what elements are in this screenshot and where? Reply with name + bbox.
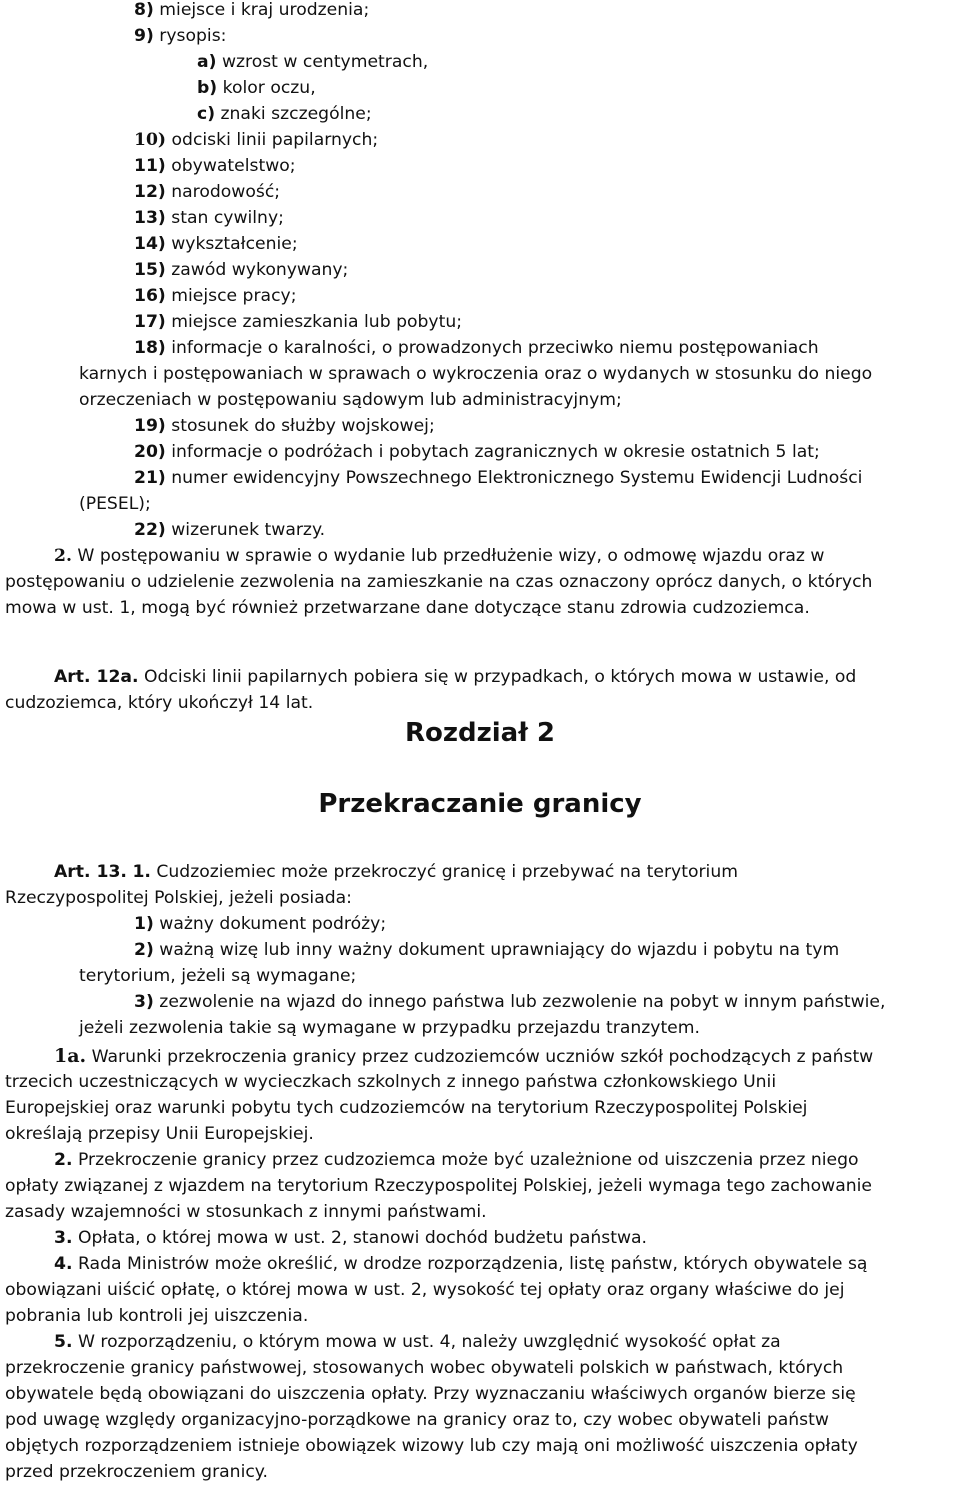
list-item-continuation: orzeczeniach w postępowaniu sądowym lub administracyjnym; xyxy=(79,390,622,410)
list-item: 22) wizerunek twarzy. xyxy=(134,520,326,540)
list-item-continuation: karnych i postępowaniach w sprawach o wykroczenia oraz o wydanych w stosunku do niego xyxy=(79,364,873,384)
list-item: 16) miejsce pracy; xyxy=(134,286,297,306)
section-line: 2. Przekroczenie granicy przez cudzoziemca może być uzależnione od uiszczenia przez niego xyxy=(54,1150,859,1170)
section-line: Europejskiej oraz warunki pobytu tych cudzoziemców na terytorium Rzeczypospolitej Polskiej xyxy=(5,1098,808,1118)
section-line: określają przepisy Unii Europejskiej. xyxy=(5,1124,314,1144)
chapter-title: Przekraczanie granicy xyxy=(318,789,642,819)
article-line: Art. 13. 1. Cudzoziemiec może przekroczyć granicę i przebywać na terytorium xyxy=(54,862,738,882)
section-line: 3. Opłata, o której mowa w ust. 2, stanowi dochód budżetu państwa. xyxy=(54,1228,647,1248)
paragraph-line: mowa w ust. 1, mogą być również przetwarzane dane dotyczące stanu zdrowia cudzoziemca. xyxy=(5,598,810,618)
list-item: 9) rysopis: xyxy=(134,26,227,46)
list-item-continuation: (PESEL); xyxy=(79,494,151,514)
list-item: 10) odciski linii papilarnych; xyxy=(134,130,379,150)
list-item-continuation: terytorium, jeżeli są wymagane; xyxy=(79,966,357,986)
section-line: przekroczenie granicy państwowej, stosowanych wobec obywateli polskich w państwach, których xyxy=(5,1358,844,1378)
list-item: 20) informacje o podróżach i pobytach zagranicznych w okresie ostatnich 5 lat; xyxy=(134,442,820,462)
list-item: a) wzrost w centymetrach, xyxy=(197,52,429,72)
section-line: objętych rozporządzeniem istnieje obowiązek wizowy lub czy mają oni możliwość uiszczenia opłaty xyxy=(5,1436,858,1456)
list-item: 12) narodowość; xyxy=(134,182,281,202)
section-line: 4. Rada Ministrów może określić, w drodze rozporządzenia, listę państw, których obywatele są xyxy=(54,1254,868,1274)
section-line: przed przekroczeniem granicy. xyxy=(5,1462,268,1482)
paragraph-line: 2. W postępowaniu w sprawie o wydanie lub przedłużenie wizy, o odmowę wjazdu oraz w xyxy=(54,546,825,566)
list-item: b) kolor oczu, xyxy=(197,78,316,98)
list-item: 2) ważną wizę lub inny ważny dokument uprawniający do wjazdu i pobytu na tym xyxy=(134,940,840,960)
section-line: trzecich uczestniczących w wycieczkach szkolnych z innego państwa członkowskiego Unii xyxy=(5,1072,777,1092)
paragraph-line: postępowaniu o udzielenie zezwolenia na zamieszkanie na czas oznaczony oprócz danych, o których xyxy=(5,572,873,592)
list-item: 17) miejsce zamieszkania lub pobytu; xyxy=(134,312,463,332)
section-line: pod uwagę względy organizacyjno-porządkowe na granicy oraz to, czy wobec obywateli państw xyxy=(5,1410,829,1430)
article-label: Art. 13. xyxy=(54,862,127,882)
section-line: opłaty związanej z wjazdem na terytorium Rzeczypospolitej Polskiej, jeżeli wymaga tego zachowanie xyxy=(5,1176,872,1196)
article-line: cudzoziemca, który ukończył 14 lat. xyxy=(5,693,314,713)
chapter-number: Rozdział 2 xyxy=(404,718,555,748)
section-line: pobrania lub kontroli jej uiszczenia. xyxy=(5,1306,309,1326)
section-line: obywatele będą obowiązani do uiszczenia opłaty. Przy wyznaczaniu właściwych organów bierze się xyxy=(5,1384,856,1404)
list-item: c) znaki szczególne; xyxy=(197,104,372,124)
list-item: 8) miejsce i kraj urodzenia; xyxy=(134,0,370,20)
list-item: 11) obywatelstwo; xyxy=(134,156,296,176)
article-line: Art. 12a. Odciski linii papilarnych pobiera się w przypadkach, o których mowa w ustawie, od xyxy=(54,667,857,687)
section-line: 5. W rozporządzeniu, o którym mowa w ust. 4, należy uwzględnić wysokość opłat za xyxy=(54,1332,781,1352)
article-line: Rzeczypospolitej Polskiej, jeżeli posiada: xyxy=(5,888,352,908)
list-item: 3) zezwolenie na wjazd do innego państwa lub zezwolenie na pobyt w innym państwie, xyxy=(134,992,886,1012)
list-item: 18) informacje o karalności, o prowadzonych przeciwko niemu postępowaniach xyxy=(134,338,819,358)
list-item: 13) stan cywilny; xyxy=(134,208,284,228)
list-item: 21) numer ewidencyjny Powszechnego Elektronicznego Systemu Ewidencji Ludności xyxy=(134,468,863,488)
list-item: 15) zawód wykonywany; xyxy=(134,260,349,280)
list-item: 1) ważny dokument podróży; xyxy=(134,914,387,934)
section-line: obowiązani uiścić opłatę, o której mowa w ust. 2, wysokość tej opłaty oraz organy właściwe do jej xyxy=(5,1280,845,1300)
section-line: zasady wzajemności w stosunkach z innymi państwami. xyxy=(5,1202,487,1222)
list-item-continuation: jeżeli zezwolenia takie są wymagane w przypadku przejazdu tranzytem. xyxy=(79,1018,700,1038)
article-label: Art. 12a. xyxy=(54,667,139,687)
section-line: 1a. Warunki przekroczenia granicy przez cudzoziemców uczniów szkół pochodzących z państw xyxy=(54,1045,874,1067)
list-item: 14) wykształcenie; xyxy=(134,234,298,254)
list-item: 19) stosunek do służby wojskowej; xyxy=(134,416,435,436)
